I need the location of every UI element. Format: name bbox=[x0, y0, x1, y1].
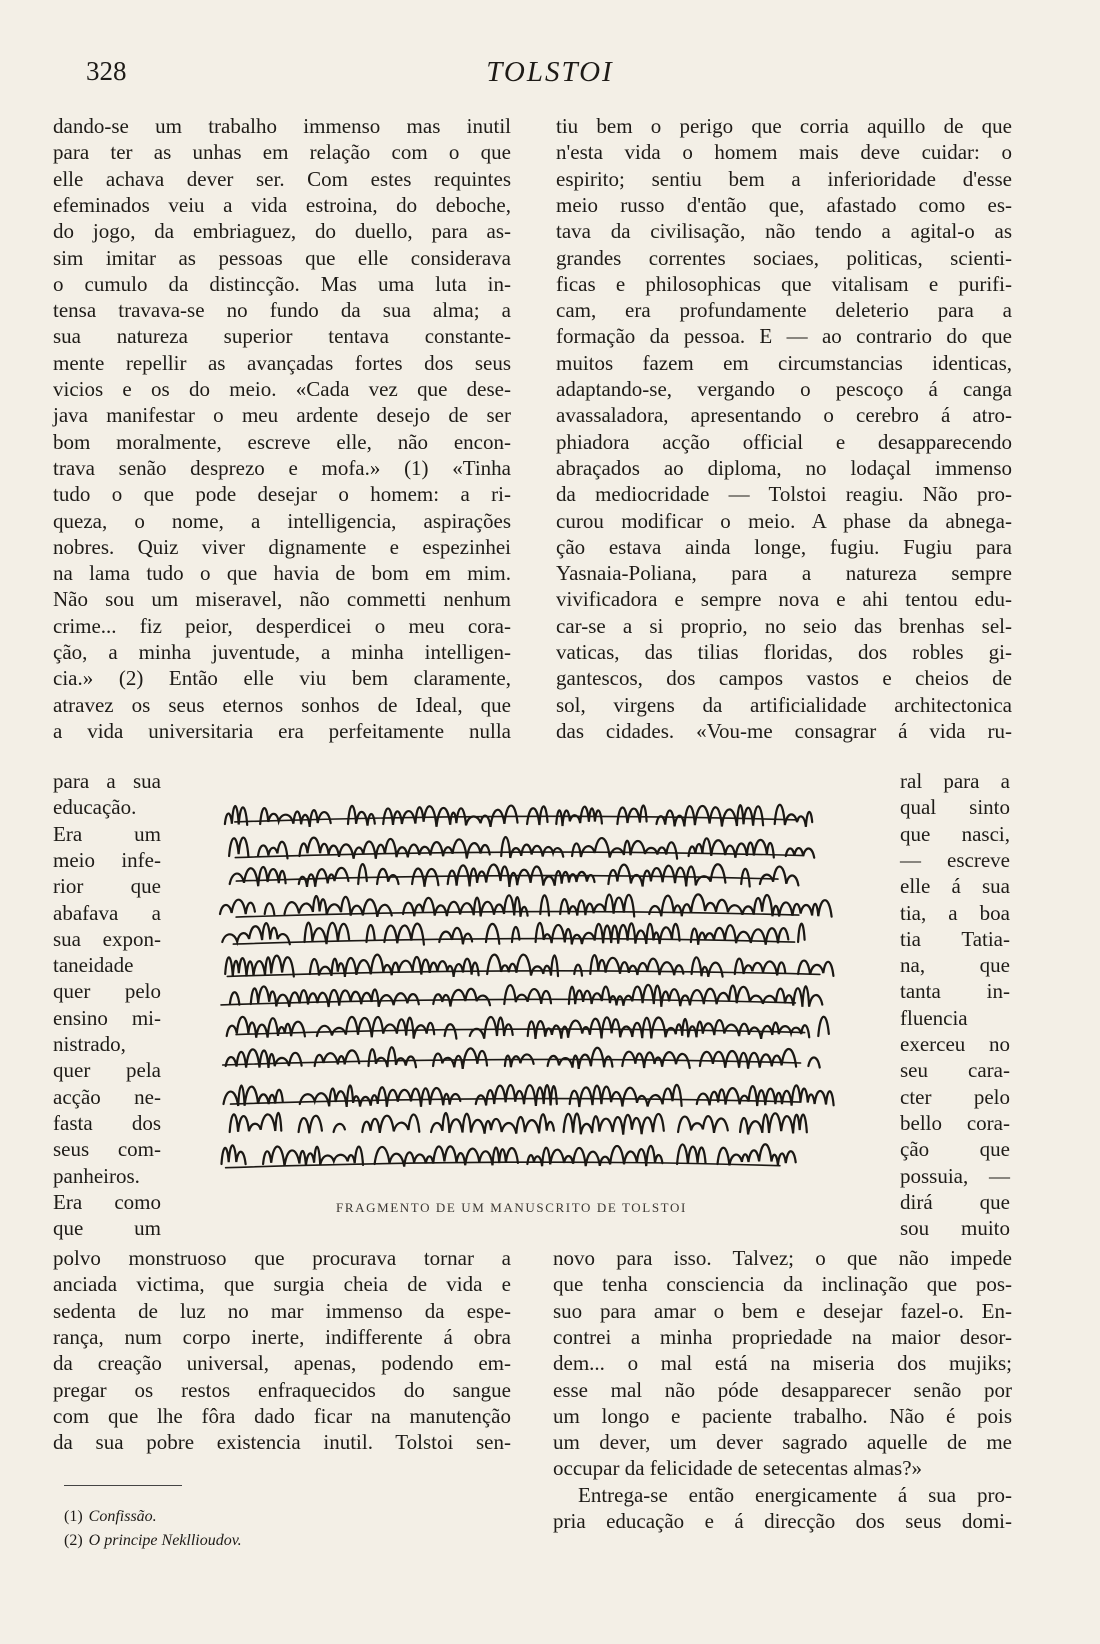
column-right-narrow-line: exerceu no bbox=[900, 1032, 1010, 1056]
column-left-narrow-line: panheiros. bbox=[53, 1163, 140, 1188]
column-right-narrow-line: ção que bbox=[900, 1137, 1010, 1162]
column-right-top-line: avassaladora, apresentando o cerebro á atro- bbox=[556, 403, 1012, 428]
column-right-top-line: ficas e philosophicas que vitalisam e purifi- bbox=[556, 271, 1012, 296]
strike-through-stroke bbox=[233, 939, 794, 945]
column-left-bottom-line: polvo monstruoso que procurava tornar a bbox=[53, 1246, 511, 1270]
footnote-text: O principe Nekllioudov. bbox=[88, 1532, 242, 1549]
column-left-narrow-line: sua expon- bbox=[53, 926, 161, 951]
column-right-bottom-line: contrei a minha propriedade na maior desor- bbox=[553, 1324, 1012, 1349]
column-right-narrow-line: dirá que bbox=[900, 1189, 1010, 1214]
column-left-top-line: sim imitar as pessoas que elle considerava bbox=[53, 245, 511, 270]
column-left-top-line: efeminados veiu a vida estroina, do deboche, bbox=[53, 192, 511, 217]
column-left-top-line: nobres. Quiz viver dignamente e espezinhei bbox=[53, 534, 511, 559]
column-right-top-line: adaptando-se, vergando o pescoço á canga bbox=[556, 377, 1012, 401]
column-right-top-line: grandes correntes sociaes, politicas, scienti- bbox=[556, 245, 1012, 270]
column-right-bottom-line: um dever, um dever sagrado aquelle de me bbox=[553, 1430, 1012, 1455]
column-left-top-line: Não sou um miseravel, não commetti nenhum bbox=[53, 587, 511, 612]
column-right-top-line: muitos fazem em circumstancias identicas, bbox=[556, 350, 1012, 375]
column-right-narrow-line: na, que bbox=[900, 953, 1010, 978]
strike-through-stroke bbox=[236, 912, 799, 918]
column-right-bottom-line: um longo e paciente trabalho. Não é pois bbox=[553, 1403, 1012, 1428]
figure-caption: FRAGMENTO DE UM MANUSCRITO DE TOLSTOI bbox=[336, 1200, 687, 1215]
strike-through-stroke bbox=[236, 1029, 805, 1035]
column-right-narrow-line: que nasci, bbox=[900, 821, 1010, 846]
column-right-narrow-line: qual sinto bbox=[900, 795, 1010, 820]
column-left-top-line: na lama tudo o que havia de bom em mim. bbox=[53, 561, 511, 586]
column-left-top-line: java manifestar o meu ardente desejo de ser bbox=[53, 403, 511, 428]
column-left-narrow-line: Era um bbox=[53, 821, 161, 846]
column-left-narrow-line: que um bbox=[53, 1216, 161, 1241]
column-left-top-line: bom moralmente, escreve elle, não encon- bbox=[53, 429, 511, 454]
column-right-top-line: tava da civilisação, não tendo a agital-o as bbox=[556, 219, 1012, 244]
column-right-top-line: phiadora acção official e desapparecendo bbox=[556, 429, 1012, 454]
column-left-top-line: para ter as unhas em relação com o que bbox=[53, 140, 511, 165]
column-left-bottom-line: pregar os restos enfraquecidos do sangue bbox=[53, 1377, 511, 1402]
page-number: 328 bbox=[86, 56, 127, 86]
footnote-number: (2) bbox=[64, 1532, 83, 1549]
column-left-narrow-line: meio infe- bbox=[53, 847, 161, 872]
column-left-top-line: o cumulo da distincção. Mas uma luta in- bbox=[53, 271, 511, 296]
column-left-top-line: a vida universitaria era perfeitamente nulla bbox=[53, 718, 511, 743]
column-right-top-line: Yasnaia-Poliana, para a natureza sempre bbox=[556, 561, 1012, 586]
column-right-top-line: tiu bem o perigo que corria aquillo de que bbox=[556, 114, 1012, 138]
column-left-narrow-line: Era como bbox=[53, 1189, 161, 1214]
column-left-top-line: tensa travava-se no fundo da sua alma; a bbox=[53, 298, 511, 323]
column-left-bottom-line: sedenta de luz no mar immenso da espe- bbox=[53, 1298, 511, 1323]
column-left-bottom-line: rança, num corpo inerte, indifferente á obra bbox=[53, 1324, 511, 1349]
column-right-top-line: cam, era profundamente deleterio para a bbox=[556, 298, 1012, 323]
column-left-bottom-line: da creação universal, apenas, podendo em- bbox=[53, 1351, 511, 1376]
footnote-rule bbox=[64, 1485, 182, 1486]
column-left-top-line: crime... fiz peior, desperdicei o meu cora- bbox=[53, 613, 511, 638]
column-left-narrow-line: rior que bbox=[53, 874, 161, 899]
column-left-narrow-line: seus com- bbox=[53, 1137, 161, 1162]
column-left-narrow-line: nistrado, bbox=[53, 1032, 126, 1056]
manuscript-fragment-image bbox=[210, 796, 860, 1188]
column-left-top-line: dando-se um trabalho immenso mas inutil bbox=[53, 114, 511, 138]
running-title: TOLSTOI bbox=[486, 56, 614, 88]
column-left-narrow-line: quer pela bbox=[53, 1058, 161, 1083]
column-left-top-line: mente repellir as avançadas fortes dos seus bbox=[53, 350, 511, 375]
column-right-top-line: gantescos, dos campos vastos e cheios de bbox=[556, 666, 1012, 691]
strike-through-stroke bbox=[227, 971, 820, 977]
column-right-narrow-line: tia, a boa bbox=[900, 900, 1010, 925]
column-left-top-line: do jogo, da embriaguez, do duello, para as- bbox=[53, 219, 511, 244]
column-left-top-line: vicios e os do meio. «Cada vez que dese- bbox=[53, 377, 511, 401]
column-right-top-line: espirito; sentiu bem a inferioridade d'esse bbox=[556, 166, 1012, 191]
column-right-bottom-line: esse mal não póde desapparecer senão por bbox=[553, 1377, 1012, 1402]
column-left-top-line: cia.» (2) Então elle viu bem claramente, bbox=[53, 666, 511, 691]
strike-through-stroke bbox=[226, 1162, 780, 1168]
column-right-top-line: das cidades. «Vou-me consagrar á vida ru- bbox=[556, 718, 1012, 743]
column-right-top-line: n'esta vida o homem mais deve cuidar: o bbox=[556, 140, 1012, 165]
column-right-narrow-line: sou muito bbox=[900, 1216, 1010, 1241]
column-right-top-line: formação da pessoa. E — ao contrario do que bbox=[556, 324, 1012, 349]
column-right-narrow-line: ral para a bbox=[900, 769, 1010, 793]
column-right-narrow-line: seu cara- bbox=[900, 1058, 1010, 1083]
handwriting-stroke bbox=[226, 1047, 820, 1069]
column-right-narrow-line: tia Tatia- bbox=[900, 926, 1010, 951]
column-right-bottom-line: occupar da felicidade de setecentas almas?» bbox=[553, 1456, 923, 1481]
column-right-narrow-line: elle á sua bbox=[900, 874, 1010, 899]
column-left-top-line: ção, a minha juventude, a minha intelligen- bbox=[53, 640, 511, 664]
column-right-top-line: curou modificar o meio. A phase da abnega- bbox=[556, 508, 1012, 533]
handwriting-stroke bbox=[230, 1113, 821, 1135]
column-left-bottom-line: anciada victima, que surgia cheia de vida e bbox=[53, 1272, 511, 1297]
column-left-bottom-line: com que lhe fôra dado ficar na manutenção bbox=[53, 1403, 511, 1428]
footnote-number: (1) bbox=[64, 1508, 83, 1525]
column-left-narrow-line: abafava a bbox=[53, 900, 161, 925]
column-left-narrow-line: para a sua bbox=[53, 769, 161, 793]
column-right-top-line: ção estava ainda longe, fugiu. Fugiu para bbox=[556, 534, 1012, 559]
column-right-bottom-line: suo para amar o bem e desejar fazel-o. En- bbox=[553, 1298, 1012, 1323]
page-header bbox=[80, 52, 1020, 92]
column-right-top-line: sol, virgens da artificialidade architectonica bbox=[556, 692, 1012, 717]
column-right-narrow-line: possuia, — bbox=[900, 1163, 1010, 1188]
column-left-narrow-line: fasta dos bbox=[53, 1110, 161, 1135]
column-right-bottom-line: que tenha consciencia da inclinação que pos- bbox=[553, 1272, 1012, 1297]
footnote bbox=[64, 1530, 242, 1552]
column-right-narrow-line: cter pelo bbox=[900, 1084, 1010, 1109]
column-right-narrow-line: — escreve bbox=[900, 847, 1010, 872]
column-right-narrow-line: bello cora- bbox=[900, 1110, 1010, 1135]
column-left-top-line: tudo o que pode desejar o homem: a ri- bbox=[53, 482, 511, 507]
column-left-narrow-line: quer pelo bbox=[53, 979, 161, 1004]
column-right-bottom-line: pria educação e á direcção dos seus domi- bbox=[553, 1509, 1012, 1533]
column-right-narrow-line: tanta in- bbox=[900, 979, 1010, 1004]
column-left-narrow-line: taneidade bbox=[53, 953, 134, 978]
column-right-top-line: da mediocridade — Tolstoi reagiu. Não pro- bbox=[556, 482, 1012, 507]
column-right-bottom-line: dem... o mal está na miseria dos mujiks; bbox=[553, 1351, 1012, 1376]
column-right-top-line: car-se a si proprio, no seio das brenhas sel- bbox=[556, 613, 1012, 638]
column-left-top-line: sua natureza superior tentava constante- bbox=[53, 324, 511, 349]
column-left-narrow-line: ensino mi- bbox=[53, 1005, 161, 1030]
column-right-top-line: meio russo d'então que, afastado como es- bbox=[556, 192, 1012, 217]
column-left-top-line: queza, o nome, a intelligencia, aspirações bbox=[53, 508, 511, 533]
handwriting-stroke bbox=[227, 1017, 829, 1039]
column-left-narrow-line: acção ne- bbox=[53, 1084, 161, 1109]
handwriting-stroke bbox=[230, 985, 836, 1007]
column-left-top-line: atravez os seus eternos sonhos de Ideal, que bbox=[53, 692, 511, 717]
column-right-bottom-line: Entrega-se então energicamente á sua pro- bbox=[578, 1482, 1012, 1507]
column-left-top-line: trava senão desprezo e mofa.» (1) «Tinha bbox=[53, 455, 511, 480]
column-right-top-line: abraçados ao diploma, no lodaçal immenso bbox=[556, 455, 1012, 480]
column-right-top-line: vivificadora e sempre nova e ahi tentou edu- bbox=[556, 587, 1012, 612]
handwriting-stroke bbox=[224, 1085, 852, 1107]
column-right-top-line: vaticas, das tilias floridas, dos robles gi- bbox=[556, 640, 1012, 664]
column-right-bottom-line: novo para isso. Talvez; o que não impede bbox=[553, 1246, 1012, 1270]
column-left-bottom-line: da sua pobre existencia inutil. Tolstoi sen- bbox=[53, 1430, 511, 1455]
column-right-narrow-line: fluencia bbox=[900, 1005, 968, 1030]
footnote-text: Confissão. bbox=[88, 1508, 157, 1525]
column-left-top-line: elle achava dever ser. Com estes requintes bbox=[53, 166, 511, 191]
column-left-narrow-line: educação. bbox=[53, 795, 137, 820]
footnote bbox=[64, 1506, 157, 1528]
